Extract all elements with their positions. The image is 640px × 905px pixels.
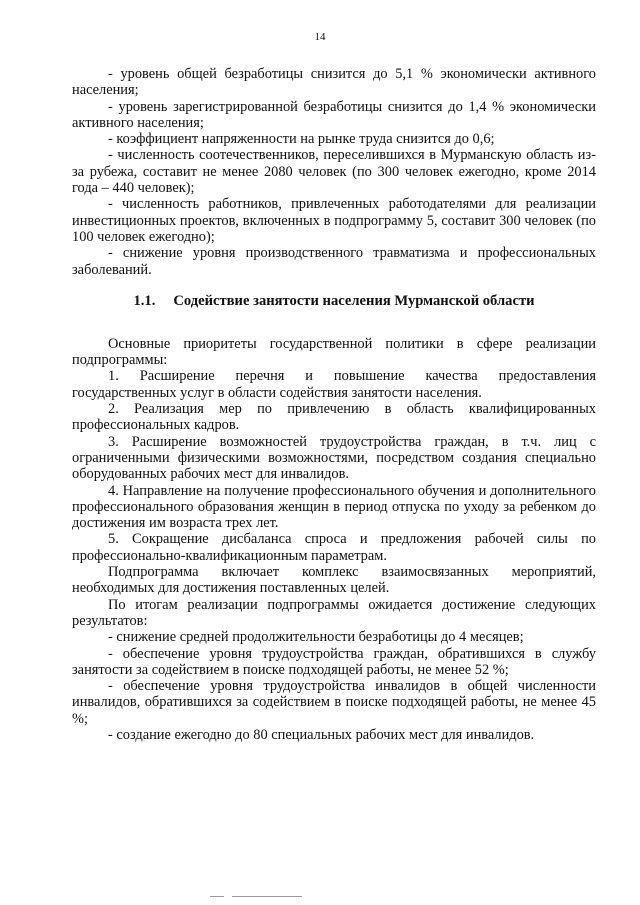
section-heading [72, 293, 596, 310]
list-item: - численность работников, привлеченных работодателями для реализации инвестиционных проектов, включенных в подпрограмму 5, составит 300 человек (по 100 человек ежегодно); [72, 196, 596, 245]
paragraph: Подпрограмма включает комплекс взаимосвязанных мероприятий, необходимых для достижения поставленных целей. [72, 564, 596, 597]
result-item: - создание ежегодно до 80 специальных рабочих мест для инвалидов. [108, 726, 535, 743]
footer-rule [210, 896, 224, 897]
result-item: - обеспечение уровня трудоустройства инвалидов в общей численности инвалидов, обратившихся за содействием в поиске подходящей работы, не менее 45 %; [72, 678, 596, 727]
section-title: Содействие занятости населения Мурманской области [173, 292, 535, 309]
section-number: 1.1. [133, 292, 156, 309]
list-item: - численность соотечественников, переселившихся в Мурманскую область из-за рубежа, составит не менее 2080 человек (по 300 человек ежегодно, кроме 2014 года – 440 человек); [72, 147, 596, 197]
priority-item: 4. Направление на получение профессионального обучения и дополнительного профессионального образования женщин в период отпуска по уходу за ребенком до достижения им возраста трех лет. [72, 482, 596, 532]
result-item: - обеспечение уровня трудоустройства граждан, обратившихся в службу занятости за содействием в поиске подходящей работы, не менее 52 %; [72, 645, 596, 678]
result-item: - снижение средней продолжительности безработицы до 4 месяцев; [108, 629, 524, 646]
priority-item: 5. Сокращение дисбаланса спроса и предложения рабочей силы по профессионально-квалификационным параметрам. [72, 531, 596, 564]
priority-item: 1. Расширение перечня и повышение качества предоставления государственных услуг в области содействия занятости населения. [72, 368, 596, 401]
list-item: - коэффициент напряженности на рынке труда снизится до 0,6; [108, 131, 495, 148]
list-item: - снижение уровня производственного травматизма и профессиональных заболеваний. [72, 245, 596, 278]
paragraph: По итогам реализации подпрограммы ожидается достижение следующих результатов: [72, 596, 596, 629]
priority-item: 3. Расширение возможностей трудоустройства граждан, в т.ч. лиц с ограниченными физическими возможностями, посредством создания специально оборудованных рабочих мест для инвалидов. [72, 433, 596, 483]
document-body [72, 66, 596, 743]
priority-item: 2. Реализация мер по привлечению в область квалифицированных профессиональных кадров. [72, 401, 596, 434]
footer-rule [232, 896, 302, 897]
list-item: - уровень общей безработицы снизится до 5,1 % экономически активного населения; [72, 66, 596, 99]
paragraph: Основные приоритеты государственной политики в сфере реализации подпрограммы: [72, 335, 596, 369]
page-number: 14 [314, 31, 326, 43]
list-item: - уровень зарегистрированной безработицы снизится до 1,4 % экономически активного населения; [72, 98, 596, 131]
